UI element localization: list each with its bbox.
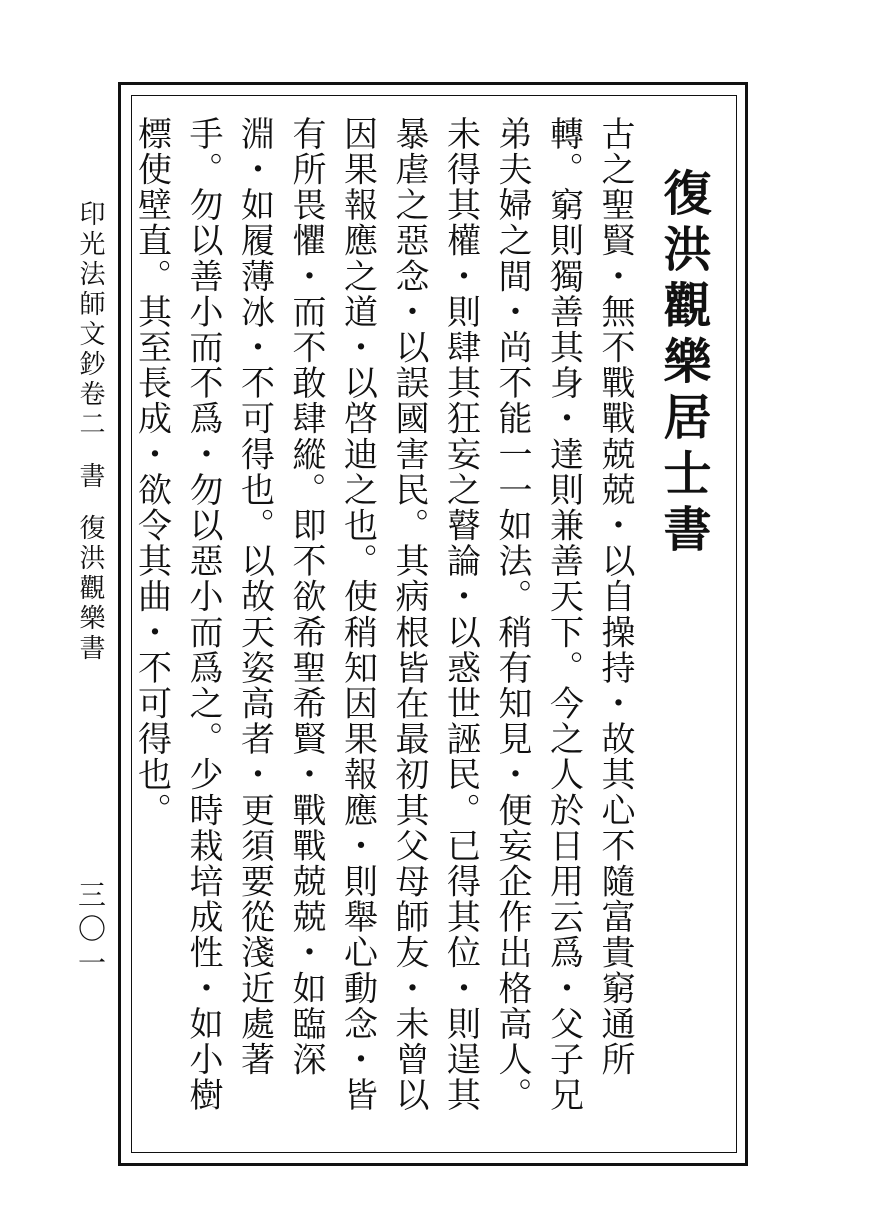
page-number: 三〇一	[74, 880, 107, 982]
header-letter-title: 復洪觀樂書	[75, 514, 105, 664]
letter-title: 復洪觀樂居士書	[655, 168, 711, 560]
header-book-title: 印光法師文鈔卷二	[75, 200, 105, 440]
header-section: 書	[75, 462, 105, 492]
running-header	[70, 200, 110, 664]
letter-body: 古之聖賢・無不戰戰兢兢・以自操持・故其心不隨富貴窮通所轉。窮則獨善其身・達則兼善天下。今之人於日用云爲・父子兄弟夫婦之間・尚不能一一如法。稍有知見・便妄企作出格高人。未得其權・則肆其狂妄之瞽論・以惑世誣民。已得其位・則逞其暴虐之惡念・以誤國害民。其病根皆在最初其父母師友・未曾以因果報應之道・以啓迪之也。使稍知因果報應・則舉心動念・皆有所畏懼・而不敢肆縱。即不欲希聖希賢・戰戰兢兢・如臨深淵・如履薄冰・不可得也。以故天姿高者・更須要從淺近處著手。勿以善小而不爲・勿以惡小而爲之。少時栽培成性・如小樹標使壁直。其至長成・欲令其曲・不可得也。	[131, 116, 635, 1113]
